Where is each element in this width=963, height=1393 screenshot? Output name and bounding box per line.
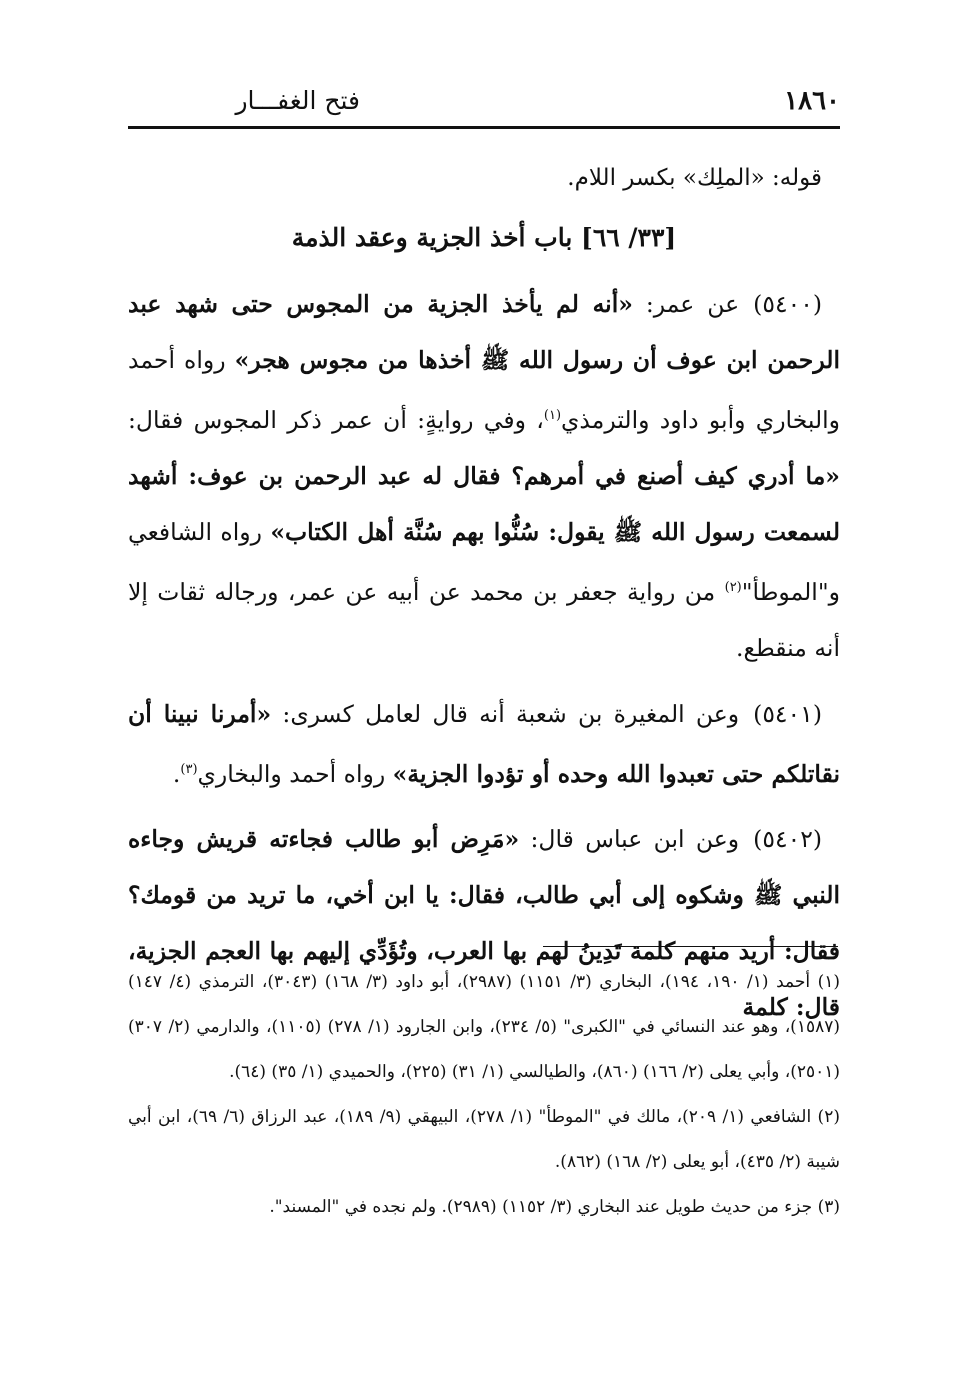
footnote-divider — [543, 946, 838, 947]
hadith-quote: «ما أدري كيف أصنع في أمرهم؟ فقال له عبد الرحمن بن عوف: أشهد لسمعت رسول الله ﷺ يقول: سُنُّوا بهم سُنَّة أهل الكتاب» — [128, 461, 840, 546]
hadith-5401 — [128, 686, 840, 802]
footnotes — [128, 960, 840, 1230]
section-title: [٣٣/ ٦٦] باب أخذ الجزية وعقد الذمة — [291, 223, 677, 252]
footnote-1: (١) أحمد (١/ ١٩٠، ١٩٤)، البخاري (٣/ ١١٥١) (٢٩٨٧)، أبو داود (٣/ ١٦٨) (٣٠٤٣)، الترمذي (٤/ ١٤٧) (١٥٨٧)، وهو عند النسائي في "الكبرى" (٥/ ٢٣٤)، وابن الجارود (١/ ٢٧٨) (١١٠٥)، والدارمي (٢/ ٣٠٧) (٢٥٠١)، وأبي يعلى (٢/ ١٦٦) (٨٦٠)، والطيالسي (١/ ٣١) (٢٢٥)، والحميدي (١/ ٣٥) (٦٤). — [128, 972, 841, 1082]
main-text — [128, 150, 840, 1045]
page-header — [128, 84, 840, 129]
hadith-text: وعن المغيرة بن شعبة أنه قال لعامل كسرى: — [271, 699, 740, 728]
hadith-text: وعن ابن عباس قال: — [519, 825, 740, 854]
hadith-number: (٥٤٠١) — [753, 699, 822, 728]
footnote-marker[interactable]: (١) — [543, 408, 562, 423]
footnote-marker[interactable]: (٣) — [180, 761, 198, 777]
hadith-quote: «مَرِض أبو طالب فجاءته قريش وجاءه النبي ﷺ وشكوه إلى أبي طالب، فقال: يا ابن أخي، ما تريد من قومك؟ فقال: أريد منهم كلمة تَدِينُ لهم بها العرب، وتُؤَدِّي إليهم بها العجم الجزية، قال: كلمة — [128, 825, 840, 1022]
hadith-number: (٥٤٠٢) — [753, 825, 822, 854]
hadith-quote: «أمرنا نبينا أن نقاتلكم حتى تعبدوا الله وحده أو تؤدوا الجزية» — [128, 699, 840, 788]
page-number: ١٨٦٠ — [784, 86, 840, 116]
hadith-5400 — [128, 276, 840, 676]
hadith-text: عن عمر: — [632, 290, 740, 318]
hadith-number: (٥٤٠٠) — [753, 290, 822, 318]
hadith-text: رواه أحمد والبخاري — [197, 759, 393, 788]
hadith-text: رواه أحمد والبخاري وأبو داود والترمذي — [128, 346, 841, 434]
hadith-text: ، وفي روايةٍ: أن عمر ذكر المجوس فقال: — [128, 405, 544, 434]
footnote-2: (٢) الشافعي (١/ ٢٠٩)، مالك في "الموطأ" (١/ ٢٧٨)، البيهقي (٩/ ١٨٩)، عبد الرزاق (٦/ ٦٩)، ابن أبي شيبة (٢/ ٤٣٥)، أبو يعلى (٢/ ١٦٨) (٨٦٢). — [128, 1107, 840, 1172]
footnote-marker[interactable]: (٢) — [724, 579, 742, 595]
footnote-3: (٣) جزء من حديث طويل عند البخاري (٣/ ١١٥٢) (٢٩٨٩). ولم نجده في "المسند". — [269, 1197, 840, 1217]
hadith-quote: «أنه لم يأخذ الجزية من المجوس حتى شهد عبد الرحمن ابن عوف أن رسول الله ﷺ أخذها من مجوس هجر» — [128, 290, 840, 374]
hadith-text: رواه الشافعي و"الموطأ" — [128, 517, 840, 606]
hadith-text: . — [172, 759, 181, 788]
intro-line: قوله: «الملِك» بكسر اللام. — [567, 165, 822, 191]
running-title: فتح الغفـــار — [235, 86, 360, 115]
hadith-text: من رواية جعفر بن محمد عن أبيه عن عمر، ورجاله ثقات إلا أنه منقطع. — [128, 577, 840, 662]
